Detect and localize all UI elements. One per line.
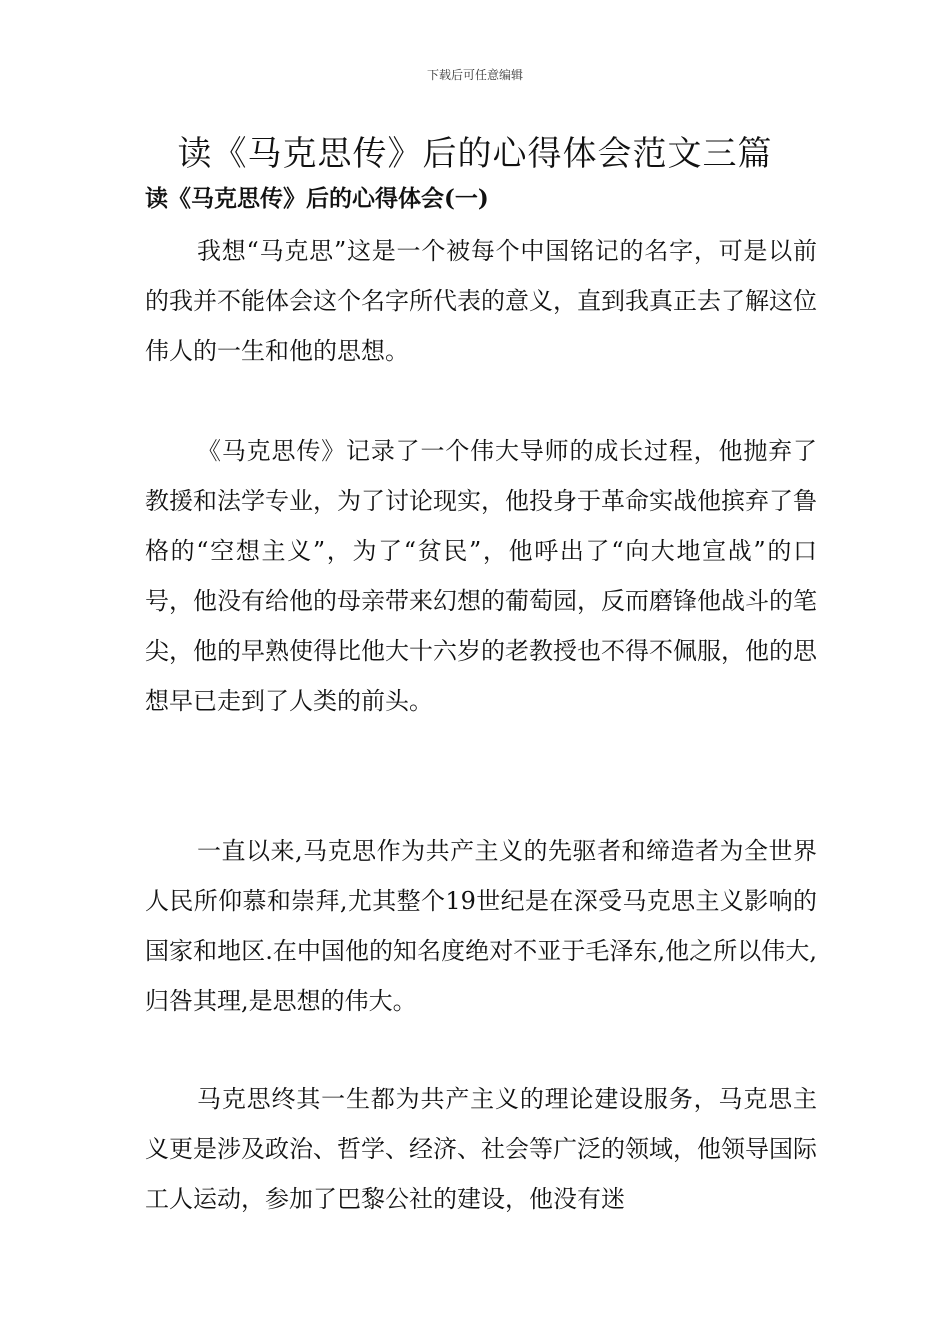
paragraph-1: 我想“马克思”这是一个被每个中国铭记的名字，可是以前的我并不能体会这个名字所代表的意义，直到我真正去了解这位伟人的一生和他的思想。 (145, 237, 817, 365)
paragraph-2: 《马克思传》记录了一个伟大导师的成长过程，他抛弃了教援和法学专业，为了讨论现实，他投身于革命实战他摈弃了鲁格的“空想主义”，为了“贫民”，他呼出了“向大地宣战”的口号，他没有给他的母亲带来幻想的葡萄园，反而磨锋他战斗的笔尖，他的早熟使得比他大十六岁的老教授也不得不佩服，他的思想早已走到了人类的前头。 (145, 437, 817, 715)
document-title: 读《马克思传》后的心得体会范文三篇 (177, 134, 773, 174)
section-heading: 读《马克思传》后的心得体会(一) (145, 185, 489, 212)
paragraph-4: 马克思终其一生都为共产主义的理论建设服务，马克思主义更是涉及政治、哲学、经济、社会等广泛的领域，他领导国际工人运动，参加了巴黎公社的建设，他没有迷 (145, 1085, 817, 1213)
header-note: 下载后可任意编辑 (426, 68, 523, 82)
paragraph-3: 一直以来,马克思作为共产主义的先驱者和缔造者为全世界人民所仰慕和崇拜,尤其整个19世纪是在深受马克思主义影响的国家和地区.在中国他的知名度绝对不亚于毛泽东,他之所以伟大,归咎其理,是思想的伟大。 (145, 837, 817, 1015)
